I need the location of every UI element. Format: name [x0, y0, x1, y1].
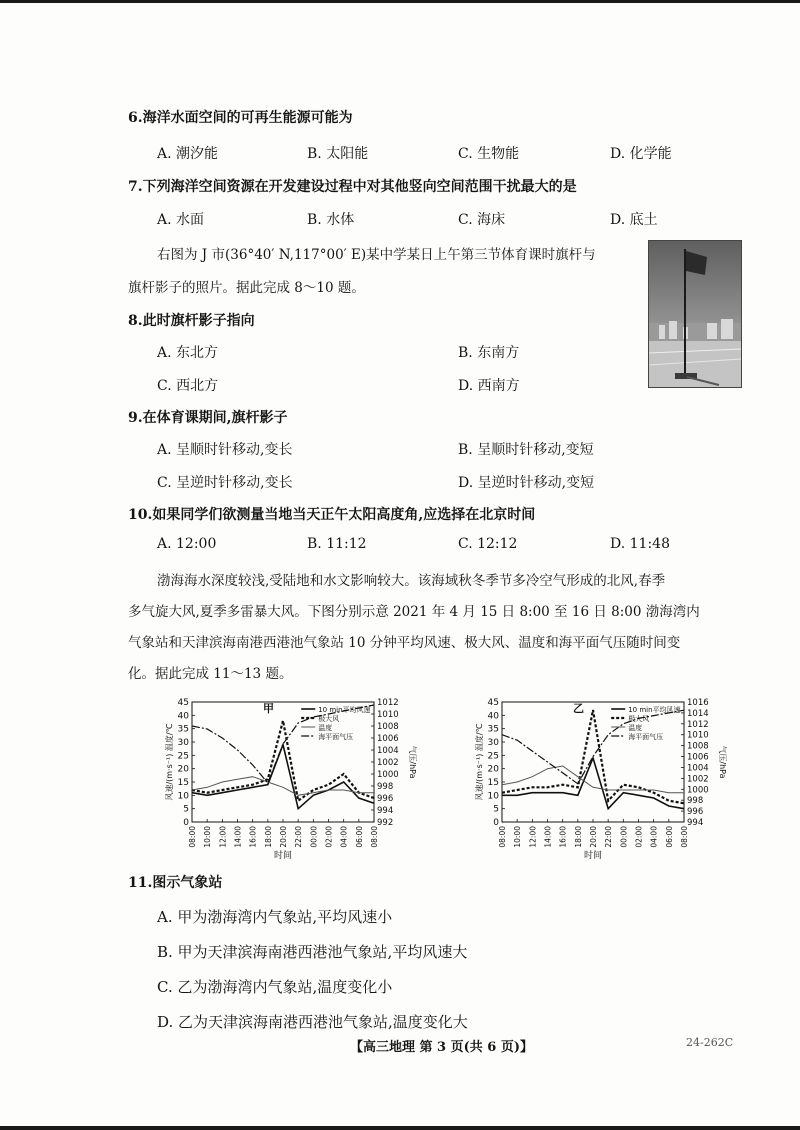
x-axis-tick-label: 14:00 — [543, 826, 553, 848]
left-axis-tick-label: 25 — [487, 751, 499, 762]
x-axis-title: 时间 — [273, 851, 293, 861]
x-axis-tick-label: 14:00 — [233, 826, 243, 848]
x-axis-tick-label: 16:00 — [558, 826, 568, 848]
right-axis-tick-label: 1002 — [377, 758, 399, 768]
left-axis-tick-label: 30 — [487, 738, 499, 748]
right-axis-tick-label: 1000 — [687, 785, 709, 796]
q10-option-a[interactable]: A. 12:00 — [157, 536, 217, 552]
right-axis-tick-label: 1006 — [377, 734, 399, 744]
x-axis-tick-label: 08:00 — [498, 826, 507, 848]
right-axis-tick-label: 998 — [687, 796, 704, 807]
right-axis-tick-label: 1002 — [687, 774, 709, 785]
chart-yi-svg — [470, 692, 730, 862]
x-axis-tick-label: 18:00 — [263, 826, 273, 848]
question-11-stem: 11.图示气象站 — [128, 875, 223, 891]
right-axis-title: 气压/hPa — [408, 745, 417, 779]
x-axis-tick-label: 08:00 — [680, 826, 689, 848]
legend-label: 10 min平均风速 — [628, 706, 681, 714]
x-axis-tick-label: 20:00 — [589, 826, 598, 848]
left-axis-tick-label: 5 — [493, 804, 499, 815]
q8-option-a[interactable]: A. 东北方 — [157, 345, 219, 361]
q7-option-b[interactable]: B. 水体 — [307, 212, 355, 228]
q11-option-d[interactable]: D. 乙为天津滨海南港西港池气象站,温度变化大 — [157, 1013, 468, 1031]
legend-label: 极大风 — [318, 715, 340, 723]
q11-option-c[interactable]: C. 乙为渤海湾内气象站,温度变化小 — [157, 978, 393, 996]
right-axis-tick-label: 1010 — [377, 710, 399, 720]
x-axis-tick-label: 02:00 — [324, 826, 334, 848]
right-axis-tick-label: 998 — [377, 782, 394, 792]
right-axis-tick-label: 1004 — [687, 763, 709, 774]
question-10-stem: 10.如果同学们欲测量当地当天正午太阳高度角,应选择在北京时间 — [128, 507, 536, 523]
q7-option-c[interactable]: C. 海床 — [458, 212, 506, 228]
chart-jia — [160, 692, 420, 862]
left-axis-tick-label: 45 — [487, 698, 499, 708]
left-axis-tick-label: 10 — [177, 791, 189, 802]
top-border — [0, 0, 800, 3]
q10-option-b[interactable]: B. 11:12 — [307, 536, 367, 552]
right-axis-tick-label: 992 — [377, 818, 394, 828]
intro-bohai-line1: 渤海海水深度较浅,受陆地和水文影响较大。该海域秋冬季节多冷空气形成的北风,春季 — [157, 573, 666, 589]
x-axis-tick-label: 06:00 — [664, 826, 674, 848]
q8-option-c[interactable]: C. 西北方 — [157, 378, 219, 394]
series-line-1 — [502, 758, 684, 809]
right-axis-tick-label: 1012 — [377, 698, 399, 708]
left-axis-title: 风速/(m·s⁻¹) 温度/℃ — [475, 723, 484, 801]
x-axis-tick-label: 16:00 — [248, 826, 258, 848]
left-axis-tick-label: 40 — [487, 711, 499, 722]
left-axis-title: 风速/(m·s⁻¹) 温度/℃ — [165, 723, 174, 801]
x-axis-tick-label: 10:00 — [513, 826, 523, 848]
left-axis-tick-label: 15 — [177, 778, 189, 788]
left-axis-tick-label: 10 — [487, 791, 499, 802]
right-axis-tick-label: 1010 — [687, 730, 709, 741]
q10-option-d[interactable]: D. 11:48 — [610, 536, 670, 552]
right-axis-tick-label: 996 — [687, 807, 704, 818]
right-axis-tick-label: 996 — [377, 794, 394, 804]
legend-label: 温度 — [318, 724, 333, 732]
x-axis-tick-label: 04:00 — [339, 826, 349, 848]
q6-option-a[interactable]: A. 潮汐能 — [157, 146, 219, 162]
legend-label: 海平面气压 — [318, 733, 354, 741]
x-axis-tick-label: 00:00 — [309, 826, 319, 848]
q8-option-d[interactable]: D. 西南方 — [458, 378, 520, 394]
left-axis-tick-label: 20 — [177, 764, 189, 775]
x-axis-tick-label: 18:00 — [573, 826, 583, 848]
left-axis-tick-label: 35 — [487, 724, 499, 735]
legend-label: 海平面气压 — [628, 733, 664, 741]
x-axis-tick-label: 08:00 — [370, 826, 379, 848]
question-8-stem: 8.此时旗杆影子指向 — [128, 313, 255, 329]
right-axis-tick-label: 1006 — [687, 752, 709, 763]
q11-option-b[interactable]: B. 甲为天津滨海南港西港池气象站,平均风速大 — [157, 943, 468, 961]
chart-frame — [192, 702, 374, 822]
chart-frame — [502, 702, 684, 822]
q6-option-c[interactable]: C. 生物能 — [458, 146, 520, 162]
chart-label: 乙 — [572, 702, 584, 715]
q9-option-c[interactable]: C. 呈逆时针移动,变长 — [157, 475, 293, 491]
left-axis-tick-label: 5 — [183, 804, 189, 815]
q6-option-d[interactable]: D. 化学能 — [610, 146, 672, 162]
x-axis-tick-label: 08:00 — [188, 826, 197, 848]
flagpole-photo — [648, 240, 742, 388]
x-axis-tick-label: 04:00 — [649, 826, 659, 848]
x-axis-tick-label: 12:00 — [528, 826, 538, 848]
q7-option-a[interactable]: A. 水面 — [157, 212, 205, 228]
question-9-stem: 9.在体育课期间,旗杆影子 — [128, 410, 288, 426]
q6-option-b[interactable]: B. 太阳能 — [307, 146, 369, 162]
right-axis-tick-label: 1008 — [377, 722, 399, 732]
left-axis-tick-label: 0 — [493, 818, 499, 828]
intro-bohai-line4: 化。据此完成 11～13 题。 — [128, 666, 293, 682]
bottom-border — [0, 1126, 800, 1130]
q9-option-d[interactable]: D. 呈逆时针移动,变短 — [458, 475, 595, 491]
x-axis-tick-label: 10:00 — [203, 826, 213, 848]
x-axis-title: 时间 — [583, 851, 603, 861]
x-axis-tick-label: 02:00 — [634, 826, 644, 848]
q11-option-a[interactable]: A. 甲为渤海湾内气象站,平均风速小 — [157, 908, 393, 926]
chart-yi — [470, 692, 730, 862]
legend-label: 极大风 — [628, 715, 650, 723]
legend-label: 10 min平均风速 — [318, 706, 371, 714]
q10-option-c[interactable]: C. 12:12 — [458, 536, 518, 552]
left-axis-tick-label: 15 — [487, 778, 499, 788]
x-axis-tick-label: 22:00 — [604, 826, 614, 848]
right-axis-tick-label: 1008 — [687, 741, 709, 752]
x-axis-tick-label: 22:00 — [294, 826, 304, 848]
page-code: 24-262C — [686, 1036, 734, 1049]
left-axis-tick-label: 0 — [183, 818, 189, 828]
intro-bohai-line2: 多气旋大风,夏季多雷暴大风。下图分别示意 2021 年 4 月 15 日 8:00 至 16 日 8:00 渤海湾内 — [128, 604, 700, 620]
intro-flagpole-line2: 旗杆影子的照片。据此完成 8～10 题。 — [128, 280, 365, 296]
legend-label: 温度 — [628, 724, 643, 732]
right-axis-tick-label: 1004 — [377, 746, 399, 756]
left-axis-tick-label: 25 — [177, 751, 189, 762]
left-axis-tick-label: 45 — [177, 698, 189, 708]
right-axis-title: 气压/hPa — [718, 745, 727, 779]
right-axis-tick-label: 994 — [377, 806, 394, 816]
intro-flagpole-line1: 右图为 J 市(36°40′ N,117°00′ E)某中学某日上午第三节体育课时旗杆与 — [157, 247, 596, 263]
right-axis-tick-label: 1000 — [377, 770, 399, 780]
x-axis-tick-label: 12:00 — [218, 826, 228, 848]
left-axis-tick-label: 20 — [487, 764, 499, 775]
series-line-4 — [502, 710, 684, 784]
x-axis-tick-label: 00:00 — [619, 826, 629, 848]
chart-jia-svg — [160, 692, 420, 862]
left-axis-tick-label: 40 — [177, 711, 189, 722]
question-6-stem: 6.海洋水面空间的可再生能源可能为 — [128, 110, 353, 126]
page-footer: 【高三地理 第 3 页(共 6 页)】 — [350, 1040, 534, 1055]
left-axis-tick-label: 35 — [177, 724, 189, 735]
right-axis-tick-label: 994 — [687, 818, 704, 828]
q8-option-b[interactable]: B. 东南方 — [458, 345, 520, 361]
x-axis-tick-label: 06:00 — [354, 826, 364, 848]
chart-label: 甲 — [262, 702, 274, 715]
question-7-stem: 7.下列海洋空间资源在开发建设过程中对其他竖向空间范围干扰最大的是 — [128, 179, 577, 195]
right-axis-tick-label: 1012 — [687, 719, 709, 730]
x-axis-tick-label: 20:00 — [279, 826, 288, 848]
q9-option-a[interactable]: A. 呈顺时针移动,变长 — [157, 442, 293, 458]
right-axis-tick-label: 1016 — [687, 698, 709, 708]
intro-bohai-line3: 气象站和天津滨海南港西港池气象站 10 分钟平均风速、极大风、温度和海平面气压随时间变 — [128, 635, 681, 651]
left-axis-tick-label: 30 — [177, 738, 189, 748]
q9-option-b[interactable]: B. 呈顺时针移动,变短 — [458, 442, 594, 458]
right-axis-tick-label: 1014 — [687, 708, 709, 719]
q7-option-d[interactable]: D. 底土 — [610, 212, 658, 228]
